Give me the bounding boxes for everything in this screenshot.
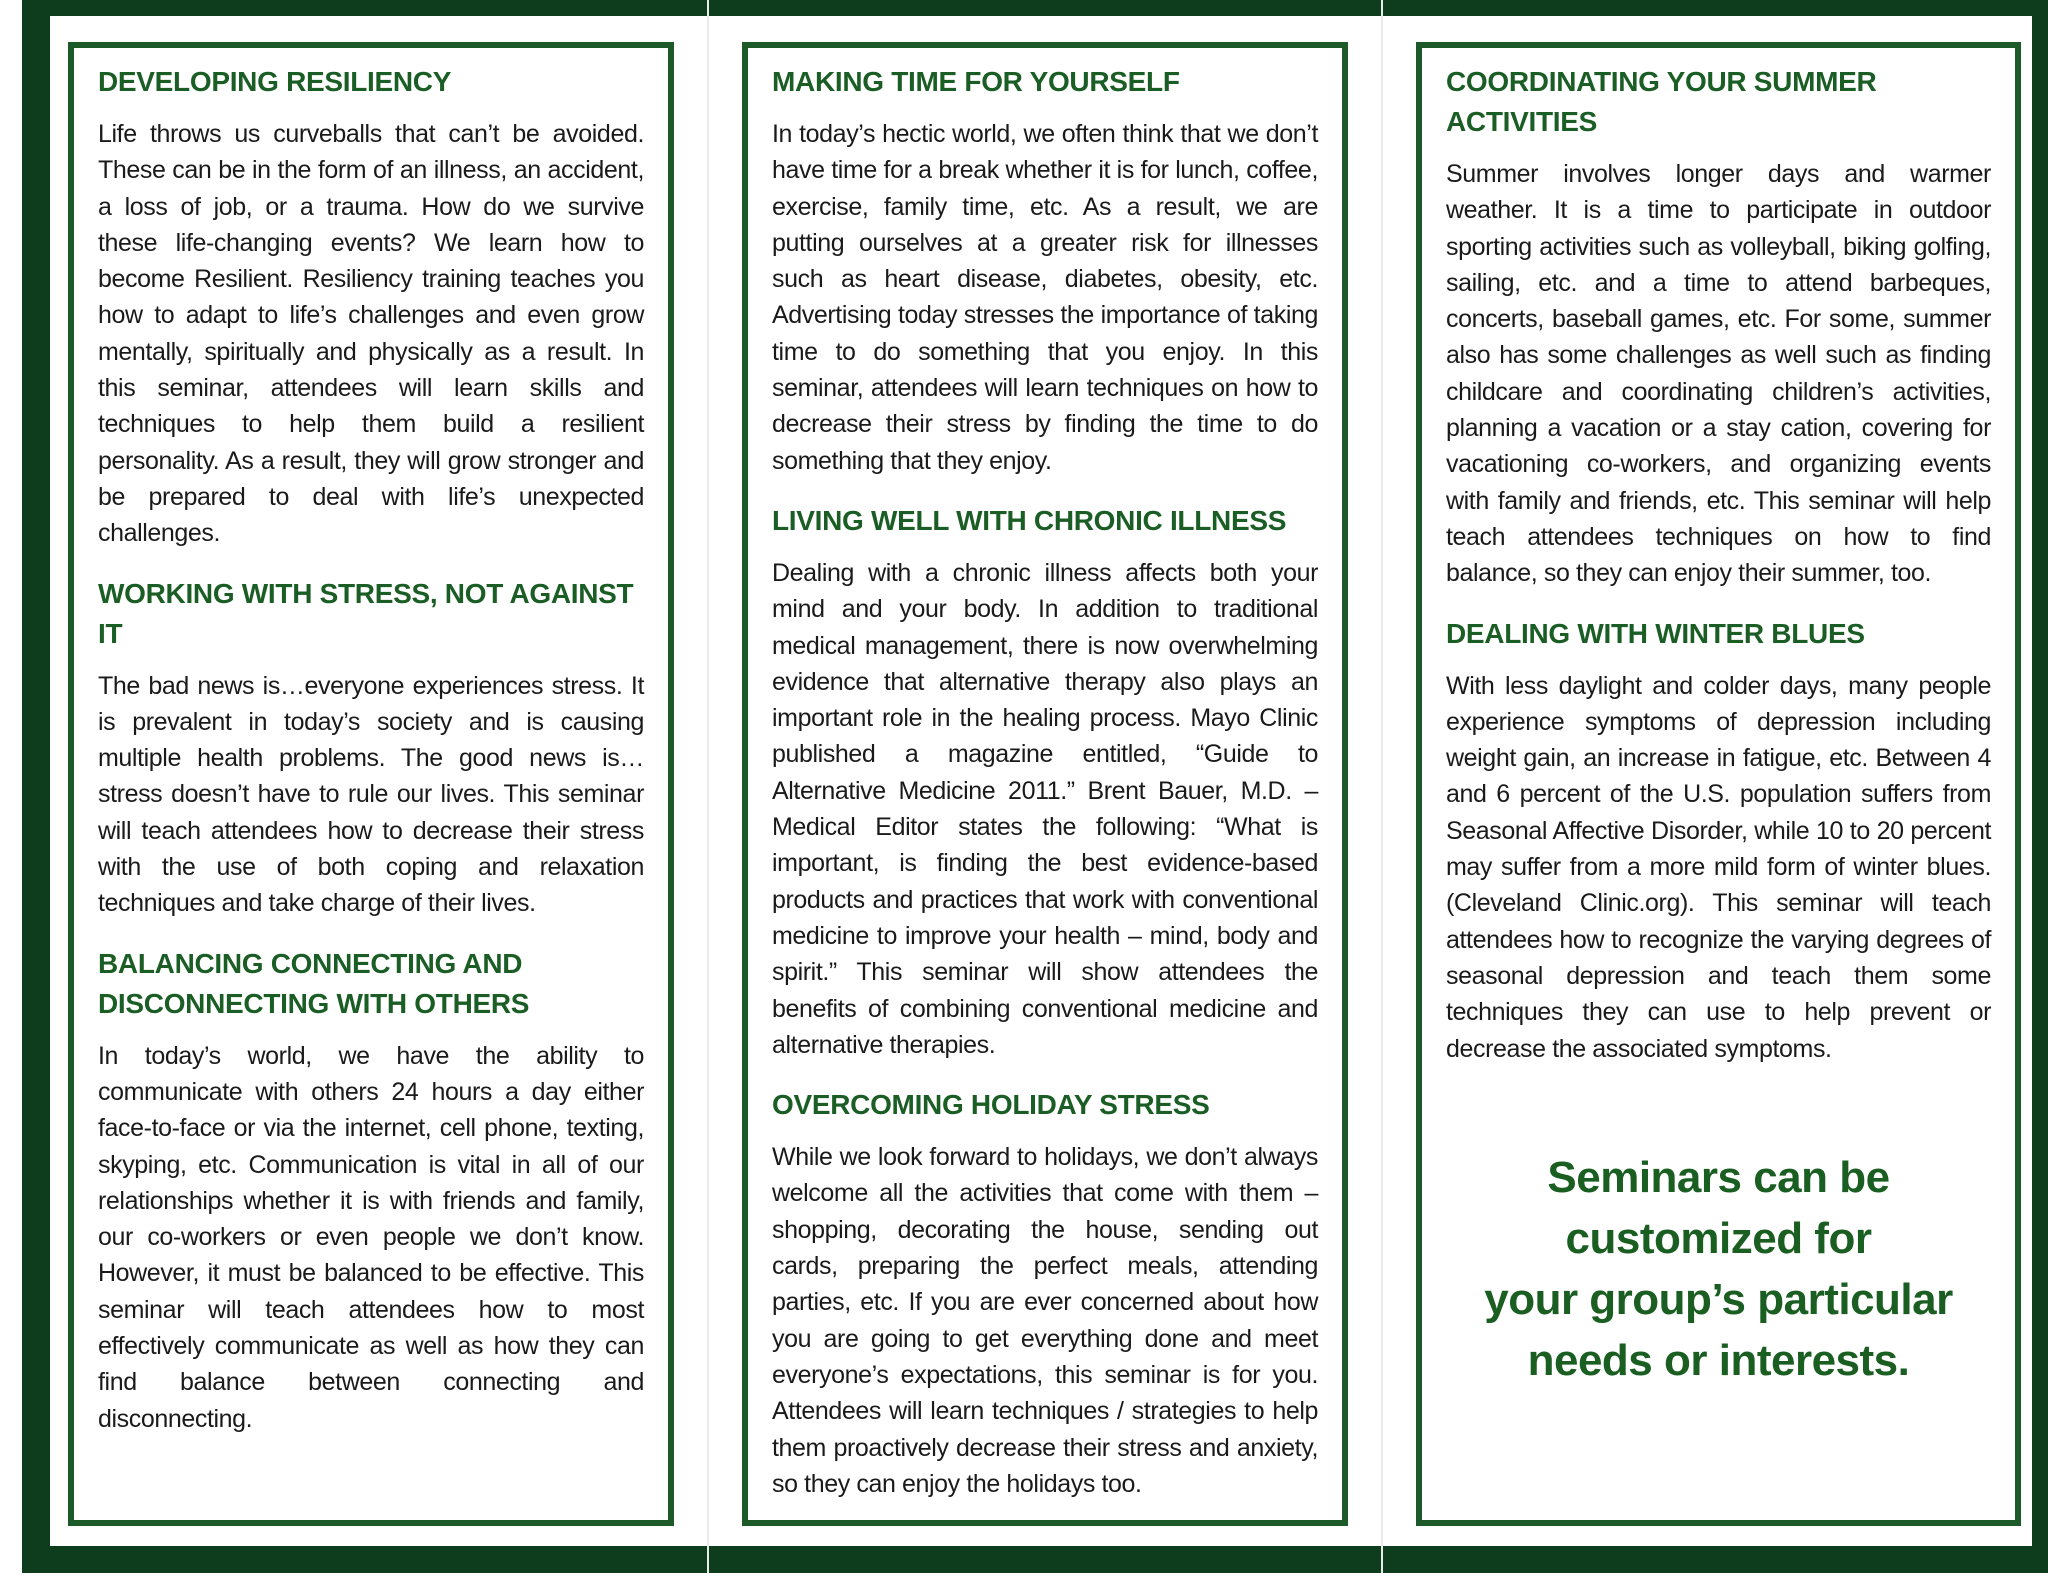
- customization-callout: [1446, 1147, 1991, 1391]
- section-body: Life throws us curveballs that can’t be avoided. These can be in the form of an illness, an accident, a loss of job, or a trauma. How do we survive these life-changing events? We learn how to become Resilient. Resiliency training teaches you how to adapt to life’s challenges and even grow mentally, spiritually and physically as a result. In this seminar, attendees will learn skills and techniques to help them build a resilient personality. As a result, they will grow stronger and be prepared to deal with life’s unexpected challenges.: [98, 120, 644, 548]
- section-body: With less daylight and colder days, many people experience symptoms of depression including weight gain, an increase in fatigue, etc. Between 4 and 6 percent of the U.S. population suffers from Seasonal Affective Disorder, while 10 to 20 percent may suffer from a more mild form of winter blues. (Cleveland Clinic.org). This seminar will teach attendees how to recognize the varying degrees of seasonal depression and teach them some techniques they can use to help prevent or decrease the associated symptoms.: [1446, 671, 1991, 1063]
- frame-top-border: [22, 0, 2048, 16]
- section-body: The bad news is…everyone experiences stress. It is prevalent in today’s society and is causing multiple health problems. The good news is… stress doesn’t have to rule our lives. This seminar will teach attendees how to decrease their stress with the use of both coping and relaxation techniques and take charge of their lives.: [98, 671, 644, 918]
- section-heading: BALANCING CONNECTING AND DISCONNECTING WITH OTHERS: [98, 947, 530, 1019]
- section-heading: LIVING WELL WITH CHRONIC ILLNESS: [772, 504, 1287, 536]
- panel-right: [1416, 42, 2021, 1526]
- section-body: Dealing with a chronic illness affects both your mind and your body. In addition to traditional medical management, there is now overwhelming evidence that alternative therapy also plays an important role in the healing process. Mayo Clinic published a magazine entitled, “Guide to Alternative Medicine 2011.” Brent Bauer, M.D. – Medical Editor states the following: “What is important, is finding the best evidence-based products and practices that work with conventional medicine to improve your health – mind, body and spirit.” This seminar will show attendees the benefits of combining conventional medicine and alternative therapies.: [772, 558, 1318, 1059]
- section-heading: MAKING TIME FOR YOURSELF: [772, 66, 1180, 97]
- section-heading: WORKING WITH STRESS, NOT AGAINST IT: [98, 577, 634, 649]
- frame-bottom-border: [22, 1546, 2048, 1573]
- panel-middle: [742, 42, 1348, 1526]
- section-heading: OVERCOMING HOLIDAY STRESS: [772, 1089, 1210, 1121]
- section-heading: DEALING WITH WINTER BLUES: [1446, 617, 1865, 649]
- section-body: While we look forward to holidays, we don’t always welcome all the activities that come with them – shopping, decorating the house, sending out cards, preparing the perfect meals, attending parties, etc. If you are ever concerned about how you are going to get everything done and meet everyone’s expectations, this seminar is for you. Attendees will learn techniques / strategies to help them proactively decrease their stress and anxiety, so they can enjoy the holidays too.: [772, 1143, 1318, 1498]
- fold-line: [1381, 0, 1383, 1573]
- callout-line: customized for: [1565, 1213, 1872, 1263]
- frame-left-border: [22, 0, 50, 1573]
- section-heading: COORDINATING YOUR SUMMER ACTIVITIES: [1446, 66, 1877, 137]
- fold-line: [707, 0, 709, 1573]
- section-body: In today’s hectic world, we often think that we don’t have time for a break whether it is for lunch, coffee, exercise, family time, etc. As a result, we are putting ourselves at a greater risk for illnesses such as heart disease, diabetes, obesity, etc. Advertising today stresses the importance of taking time to do something that you enjoy. In this seminar, attendees will learn techniques on how to decrease their stress by finding the time to do something that they enjoy.: [772, 120, 1318, 475]
- callout-line: Seminars can be: [1547, 1152, 1890, 1202]
- frame-right-border: [2032, 0, 2048, 1573]
- panel-left: [68, 42, 674, 1526]
- callout-line: needs or interests.: [1527, 1335, 1910, 1385]
- callout-line: your group’s particular: [1484, 1274, 1953, 1324]
- section-heading: DEVELOPING RESILIENCY: [98, 66, 452, 97]
- section-body: In today’s world, we have the ability to communicate with others 24 hours a day either face-to-face or via the internet, cell phone, texting, skyping, etc. Communication is vital in all of our relationships whether it is with friends and family, our co-workers or even people we don’t know. However, it must be balanced to be effective. This seminar will teach attendees how to most effectively communicate as well as how they can find balance between connecting and disconnecting.: [98, 1041, 644, 1433]
- section-body: Summer involves longer days and warmer weather. It is a time to participate in outdoor sporting activities such as volleyball, biking golfing, sailing, etc. and a time to attend barbeques, concerts, baseball games, etc. For some, summer also has some challenges as well such as finding childcare and coordinating children’s activities, planning a vacation or a stay cation, covering for vacationing co-workers, and organizing events with family and friends, etc. This seminar will help teach attendees techniques on how to find balance, so they can enjoy their summer, too.: [1446, 160, 1991, 588]
